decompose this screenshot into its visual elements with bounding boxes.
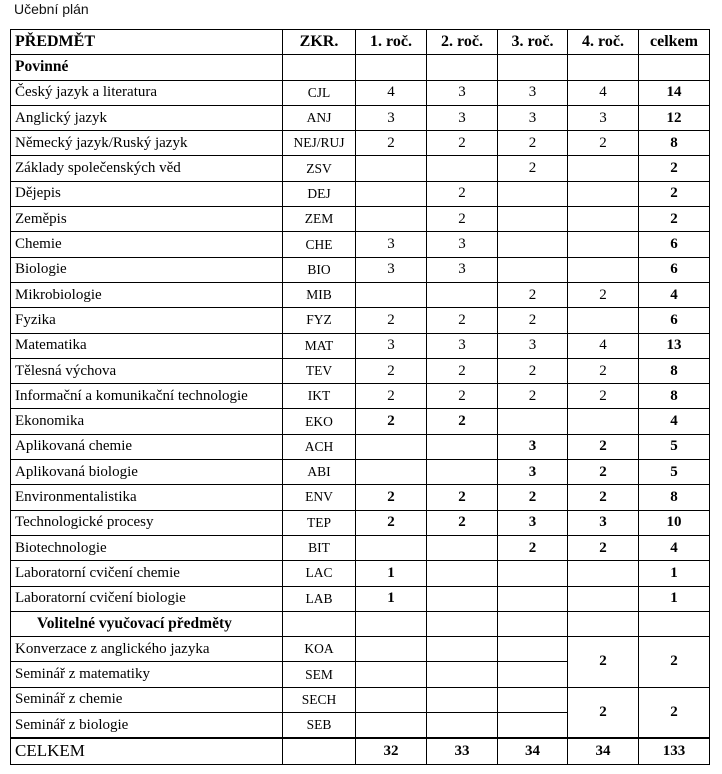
hours-year-2: 2 — [427, 308, 498, 333]
table-row-optional — [11, 687, 710, 712]
subject-abbr: DEJ — [283, 181, 356, 206]
subject-name: Seminář z biologie — [11, 713, 283, 739]
subject-abbr: CJL — [283, 80, 356, 105]
hours-total-group: 2 — [639, 637, 710, 688]
header-year-3: 3. roč. — [498, 30, 568, 55]
hours-year-2: 2 — [427, 131, 498, 156]
hours-year-1: 2 — [356, 131, 427, 156]
header-total: celkem — [639, 30, 710, 55]
hours-year-2: 3 — [427, 105, 498, 130]
hours-year-2 — [427, 535, 498, 560]
empty-cell — [427, 611, 498, 636]
hours-year-4: 4 — [568, 333, 639, 358]
table-row-optional — [11, 637, 710, 662]
hours-year-2: 2 — [427, 358, 498, 383]
hours-year-1: 3 — [356, 257, 427, 282]
page-title: Učební plán — [14, 1, 89, 17]
hours-year-1: 2 — [356, 384, 427, 409]
hours-year-3: 2 — [498, 358, 568, 383]
subject-name: Laboratorní cvičení biologie — [11, 586, 283, 611]
hours-year-2: 2 — [427, 485, 498, 510]
subject-abbr: ENV — [283, 485, 356, 510]
header-year-1: 1. roč. — [356, 30, 427, 55]
subject-name: Český jazyk a literatura — [11, 80, 283, 105]
hours-year-3: 3 — [498, 105, 568, 130]
subject-abbr: LAC — [283, 561, 356, 586]
subject-name: Anglický jazyk — [11, 105, 283, 130]
hours-year-4 — [568, 561, 639, 586]
hours-year-2: 2 — [427, 181, 498, 206]
hours-year-1: 3 — [356, 333, 427, 358]
subject-abbr: CHE — [283, 232, 356, 257]
hours-total: 2 — [639, 207, 710, 232]
totals-year-3: 34 — [498, 738, 568, 764]
totals-label: CELKEM — [11, 738, 283, 764]
subject-abbr: BIT — [283, 535, 356, 560]
hours-year-1 — [356, 207, 427, 232]
hours-year-3: 2 — [498, 308, 568, 333]
subject-name: Environmentalistika — [11, 485, 283, 510]
hours-year-4 — [568, 156, 639, 181]
hours-year-4-group: 2 — [568, 687, 639, 738]
subject-abbr: SEM — [283, 662, 356, 687]
subject-name: Aplikovaná biologie — [11, 460, 283, 485]
table-row — [11, 434, 710, 459]
hours-year-4-group: 2 — [568, 637, 639, 688]
subject-name: Mikrobiologie — [11, 282, 283, 307]
table-row — [11, 156, 710, 181]
subject-abbr: ANJ — [283, 105, 356, 130]
hours-year-1: 2 — [356, 510, 427, 535]
section-row-compulsory — [11, 55, 710, 80]
header-subject: PŘEDMĚT — [11, 30, 283, 55]
hours-year-3: 3 — [498, 460, 568, 485]
hours-year-3: 2 — [498, 485, 568, 510]
hours-year-2 — [427, 662, 498, 687]
hours-year-2: 2 — [427, 207, 498, 232]
hours-year-2 — [427, 713, 498, 739]
totals-row — [11, 738, 710, 764]
hours-year-3: 3 — [498, 434, 568, 459]
subject-name: Informační a komunikační technologie — [11, 384, 283, 409]
hours-year-4 — [568, 586, 639, 611]
hours-total: 6 — [639, 232, 710, 257]
hours-year-3: 2 — [498, 282, 568, 307]
hours-year-2 — [427, 637, 498, 662]
subject-abbr: TEP — [283, 510, 356, 535]
hours-year-3 — [498, 713, 568, 739]
subject-name: Biologie — [11, 257, 283, 282]
subject-abbr: ACH — [283, 434, 356, 459]
hours-total: 2 — [639, 156, 710, 181]
empty-cell — [568, 611, 639, 636]
hours-year-4: 4 — [568, 80, 639, 105]
hours-year-1 — [356, 687, 427, 712]
hours-year-1: 2 — [356, 308, 427, 333]
subject-abbr: SECH — [283, 687, 356, 712]
table-row — [11, 333, 710, 358]
hours-year-4: 2 — [568, 358, 639, 383]
table-row — [11, 80, 710, 105]
hours-year-4: 3 — [568, 510, 639, 535]
subject-name: Matematika — [11, 333, 283, 358]
totals-year-2: 33 — [427, 738, 498, 764]
hours-year-3: 2 — [498, 131, 568, 156]
subject-abbr: MIB — [283, 282, 356, 307]
hours-year-3 — [498, 687, 568, 712]
hours-year-3: 2 — [498, 156, 568, 181]
hours-year-4 — [568, 207, 639, 232]
table-row — [11, 257, 710, 282]
totals-year-1: 32 — [356, 738, 427, 764]
hours-year-4 — [568, 232, 639, 257]
table-row — [11, 460, 710, 485]
subject-abbr: MAT — [283, 333, 356, 358]
hours-year-2 — [427, 586, 498, 611]
hours-total: 4 — [639, 409, 710, 434]
subject-name: Zeměpis — [11, 207, 283, 232]
hours-total: 1 — [639, 586, 710, 611]
header-year-4: 4. roč. — [568, 30, 639, 55]
subject-name: Chemie — [11, 232, 283, 257]
hours-year-3 — [498, 409, 568, 434]
hours-year-1 — [356, 460, 427, 485]
hours-year-1 — [356, 156, 427, 181]
hours-year-2: 3 — [427, 232, 498, 257]
hours-year-2 — [427, 282, 498, 307]
hours-year-1 — [356, 637, 427, 662]
subject-abbr: NEJ/RUJ — [283, 131, 356, 156]
subject-name: Tělesná výchova — [11, 358, 283, 383]
subject-abbr: FYZ — [283, 308, 356, 333]
table-row — [11, 384, 710, 409]
table-header-row — [11, 30, 710, 55]
table-row — [11, 282, 710, 307]
table-row — [11, 131, 710, 156]
hours-total: 2 — [639, 181, 710, 206]
hours-total: 10 — [639, 510, 710, 535]
totals-grand: 133 — [639, 738, 710, 764]
hours-total: 5 — [639, 434, 710, 459]
hours-year-3 — [498, 207, 568, 232]
hours-year-1 — [356, 434, 427, 459]
subject-abbr: ZEM — [283, 207, 356, 232]
subject-name: Biotechnologie — [11, 535, 283, 560]
hours-year-2: 2 — [427, 384, 498, 409]
hours-year-1 — [356, 713, 427, 739]
table-row — [11, 181, 710, 206]
hours-total: 8 — [639, 131, 710, 156]
hours-year-1: 2 — [356, 358, 427, 383]
subject-abbr: LAB — [283, 586, 356, 611]
table-row — [11, 358, 710, 383]
hours-year-2 — [427, 156, 498, 181]
curriculum-table — [10, 29, 710, 765]
subject-name: Seminář z matematiky — [11, 662, 283, 687]
subject-name: Základy společenských věd — [11, 156, 283, 181]
subject-abbr: ZSV — [283, 156, 356, 181]
hours-year-2: 3 — [427, 257, 498, 282]
hours-year-2 — [427, 460, 498, 485]
hours-year-4: 2 — [568, 485, 639, 510]
hours-year-4: 3 — [568, 105, 639, 130]
table-row — [11, 232, 710, 257]
hours-year-1: 1 — [356, 561, 427, 586]
table-row — [11, 105, 710, 130]
hours-year-4: 2 — [568, 131, 639, 156]
hours-year-3 — [498, 586, 568, 611]
table-row — [11, 561, 710, 586]
subject-name: Fyzika — [11, 308, 283, 333]
hours-year-4 — [568, 409, 639, 434]
hours-year-3: 3 — [498, 333, 568, 358]
empty-cell — [283, 611, 356, 636]
table-row — [11, 586, 710, 611]
hours-year-1: 3 — [356, 232, 427, 257]
hours-total: 8 — [639, 358, 710, 383]
hours-total: 14 — [639, 80, 710, 105]
hours-year-2: 3 — [427, 80, 498, 105]
hours-year-1 — [356, 282, 427, 307]
hours-year-3: 2 — [498, 384, 568, 409]
subject-abbr: SEB — [283, 713, 356, 739]
subject-name: Seminář z chemie — [11, 687, 283, 712]
hours-year-3: 3 — [498, 510, 568, 535]
hours-total: 4 — [639, 282, 710, 307]
subject-abbr: TEV — [283, 358, 356, 383]
subject-abbr: KOA — [283, 637, 356, 662]
hours-year-1 — [356, 535, 427, 560]
hours-year-3 — [498, 637, 568, 662]
hours-total: 4 — [639, 535, 710, 560]
hours-year-4 — [568, 181, 639, 206]
section-compulsory-label: Povinné — [11, 55, 283, 80]
hours-total: 1 — [639, 561, 710, 586]
hours-year-1 — [356, 662, 427, 687]
empty-cell — [498, 611, 568, 636]
hours-year-4 — [568, 257, 639, 282]
section-optional-label: Volitelné vyučovací předměty — [11, 611, 283, 636]
header-year-2: 2. roč. — [427, 30, 498, 55]
hours-year-2: 2 — [427, 409, 498, 434]
subject-abbr: EKO — [283, 409, 356, 434]
hours-year-3 — [498, 561, 568, 586]
subject-name: Německý jazyk/Ruský jazyk — [11, 131, 283, 156]
hours-year-1: 3 — [356, 105, 427, 130]
hours-year-3: 3 — [498, 80, 568, 105]
hours-year-2: 2 — [427, 510, 498, 535]
subject-name: Konverzace z anglického jazyka — [11, 637, 283, 662]
hours-year-4 — [568, 308, 639, 333]
subject-name: Ekonomika — [11, 409, 283, 434]
hours-year-3 — [498, 232, 568, 257]
hours-year-2 — [427, 561, 498, 586]
hours-total: 13 — [639, 333, 710, 358]
hours-year-1: 2 — [356, 409, 427, 434]
header-abbr: ZKR. — [283, 30, 356, 55]
subject-abbr: IKT — [283, 384, 356, 409]
hours-total: 6 — [639, 308, 710, 333]
hours-year-3: 2 — [498, 535, 568, 560]
subject-abbr: BIO — [283, 257, 356, 282]
hours-year-2 — [427, 687, 498, 712]
hours-year-4: 2 — [568, 460, 639, 485]
subject-name: Aplikovaná chemie — [11, 434, 283, 459]
hours-total: 6 — [639, 257, 710, 282]
hours-year-1: 1 — [356, 586, 427, 611]
table-row — [11, 308, 710, 333]
hours-year-4: 2 — [568, 535, 639, 560]
hours-year-1 — [356, 181, 427, 206]
subject-abbr: ABI — [283, 460, 356, 485]
hours-year-3 — [498, 257, 568, 282]
section-row-optional — [11, 611, 710, 636]
hours-total: 8 — [639, 485, 710, 510]
hours-year-3 — [498, 181, 568, 206]
totals-abbr-empty — [283, 738, 356, 764]
hours-year-1: 2 — [356, 485, 427, 510]
hours-year-4: 2 — [568, 434, 639, 459]
empty-cell — [639, 611, 710, 636]
hours-year-2: 3 — [427, 333, 498, 358]
table-row — [11, 485, 710, 510]
hours-year-1: 4 — [356, 80, 427, 105]
table-row — [11, 535, 710, 560]
subject-name: Laboratorní cvičení chemie — [11, 561, 283, 586]
hours-total: 8 — [639, 384, 710, 409]
hours-total: 12 — [639, 105, 710, 130]
table-row — [11, 409, 710, 434]
hours-year-4: 2 — [568, 282, 639, 307]
hours-year-2 — [427, 434, 498, 459]
table-row — [11, 207, 710, 232]
hours-year-4: 2 — [568, 384, 639, 409]
subject-name: Dějepis — [11, 181, 283, 206]
hours-total-group: 2 — [639, 687, 710, 738]
hours-year-3 — [498, 662, 568, 687]
empty-cell — [356, 611, 427, 636]
hours-total: 5 — [639, 460, 710, 485]
totals-year-4: 34 — [568, 738, 639, 764]
subject-name: Technologické procesy — [11, 510, 283, 535]
table-row — [11, 510, 710, 535]
